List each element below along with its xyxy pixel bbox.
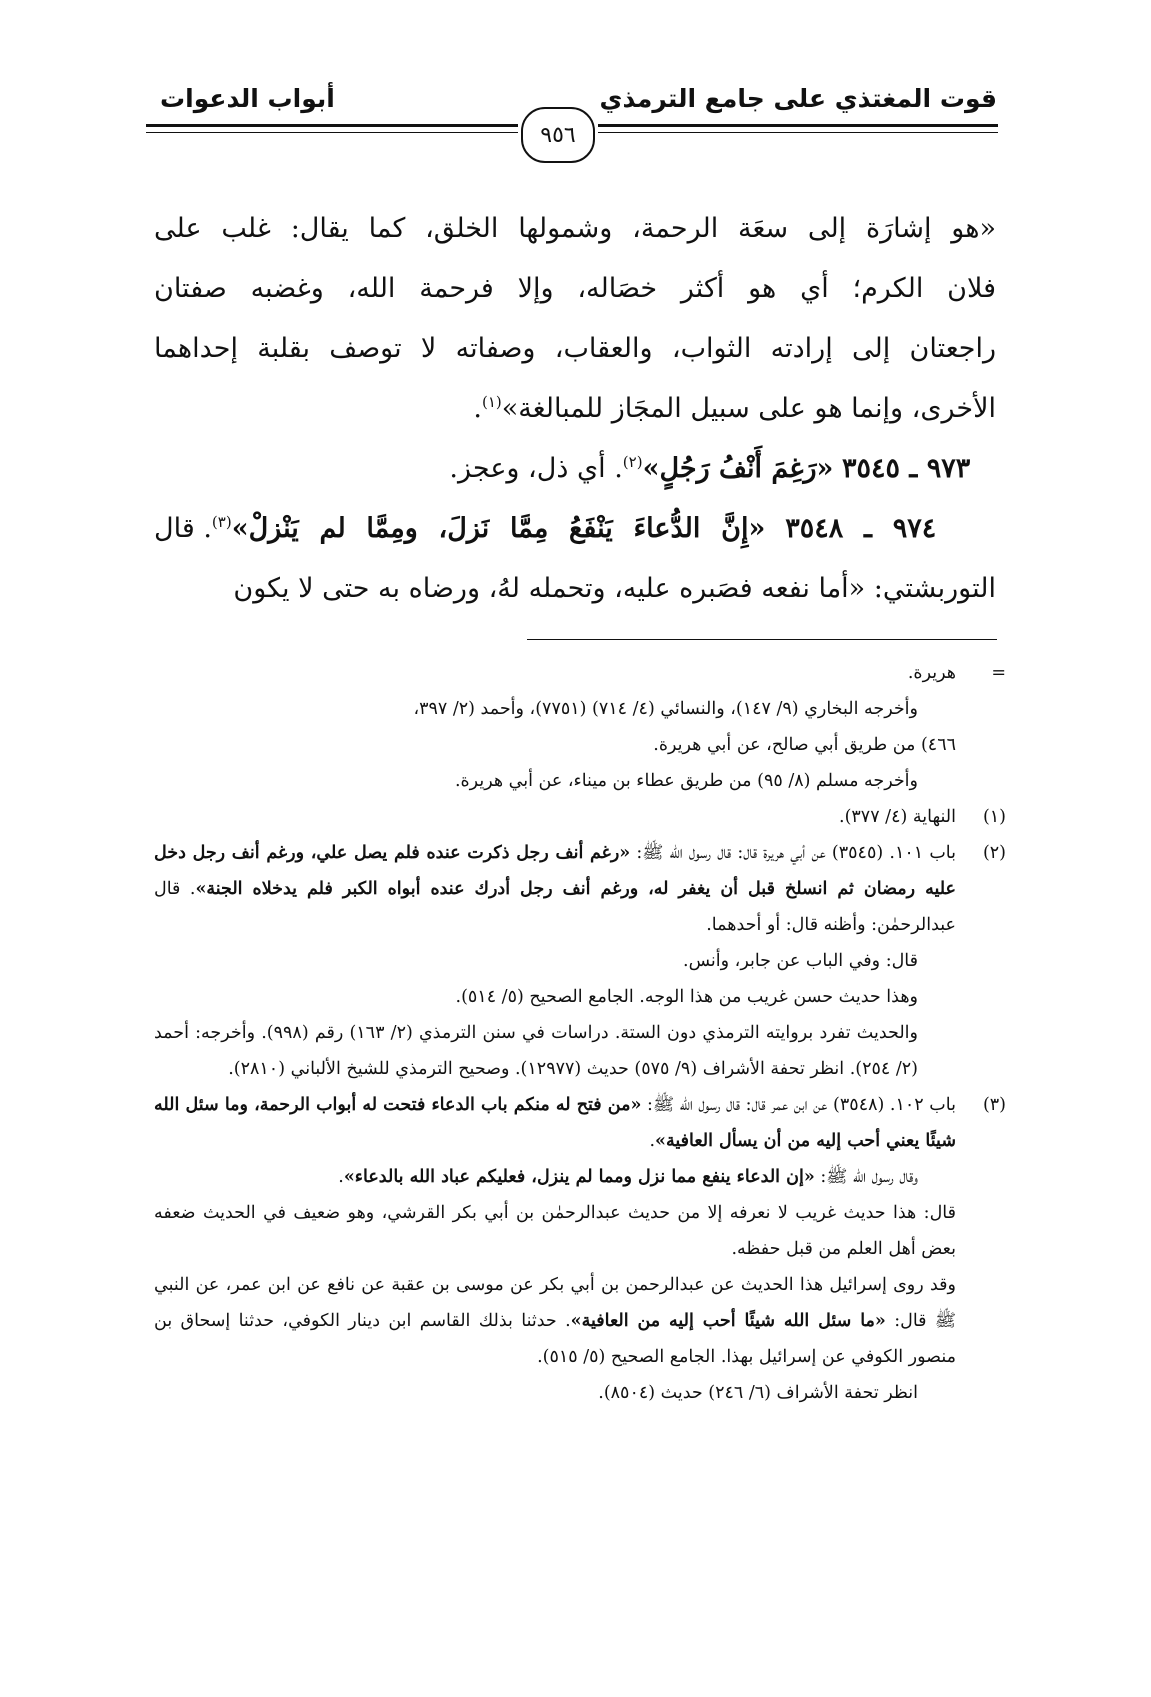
hadith-quote: «إن الدعاء ينفع مما نزل ومما لم ينزل، فعليكم عباد الله بالدعاء» bbox=[343, 1167, 815, 1187]
section-title: أبواب الدعوات bbox=[160, 84, 335, 113]
footnote-ref-1[interactable]: (١) bbox=[481, 393, 502, 411]
footnote-ref-2[interactable]: (٢) bbox=[622, 453, 643, 471]
body-line: راجعتان إلى إرادته الثواب، والعقاب، وصفاته لا توصف بقلبة إحداهما bbox=[154, 333, 996, 364]
header-rule-right-thick bbox=[598, 124, 998, 127]
hadith-quote: «ما سئل الله شيئًا أحب إليه من العافية» bbox=[570, 1311, 886, 1331]
book-title: قوت المغتذي على جامع الترمذي bbox=[599, 84, 997, 113]
hadith-text: «رَغِمَ أَنْفُ رَجُلٍ» bbox=[642, 453, 834, 484]
hadith-text: «إِنَّ الدُّعاءَ يَنْفَعُ مِمَّا نَزلَ، ومِمَّا لم يَنْزلْ» bbox=[231, 513, 766, 544]
entry-number: ٩٧٣ ـ ٣٥٤٥ bbox=[842, 453, 971, 484]
header-rule-left-thin bbox=[146, 132, 518, 133]
footnote-ref-3[interactable]: (٣) bbox=[211, 513, 232, 531]
footnote-3: (٣) باب ١٠٢. (٣٥٤٨) عن ابن عمر قال: قال رسول الله ﷺ: «من فتح له منكم باب الدعاء فتحت له أبواب الرحمة، وما سئل الله شيئًا يعني أحب إليه من أن يسأل العافية». وقال رسول الله ﷺ: «إن الدعاء ينفع مما نزل ومما لم ينزل، فعليكم عباد الله بالدعاء». قال: هذا حديث غريب لا نعرفه إلا من حديث عبدالرحمٰن بن أبي بكر القرشي، وهو ضعيف في الحديث ضعفه بعض أهل العلم من قبل حفظه. وقد روى إسرائيل هذا الحديث عن عبدالرحمن بن أبي بكر عن موسى بن عقبة عن نافع عن ابن عمر، عن النبي ﷺ قال: «ما سئل الله شيئًا أحب إليه من العافية». حدثنا بذلك القاسم ابن دينار الكوفي، حدثنا إسحاق بن منصور الكوفي عن إسرائيل بهذا. الجامع الصحيح (٥/ ٥١٥). انظر تحفة الأشراف (٦/ ٢٤٦) حديث (٨٥٠٤). bbox=[154, 1087, 1014, 1411]
hadith-entry-973: ٩٧٣ ـ ٣٥٤٥ «رَغِمَ أَنْفُ رَجُلٍ»$^{(٢)}$. أي ذل، وعجز. bbox=[449, 453, 971, 484]
footnote-2: (٢) باب ١٠١. (٣٥٤٥) عن أبي هريرة قال: قال رسول الله ﷺ: «رغم أنف رجل ذكرت عنده فلم يصل علي، ورغم أنف رجل دخل عليه رمضان ثم انسلخ قبل أن يغفر له، ورغم أنف رجل أدرك عنده أبواه الكبر فلم يدخلاه الجنة». قال عبدالرحمٰن: وأظنه قال: أو أحدهما. قال: وفي الباب عن جابر، وأنس. وهذا حديث حسن غريب من هذا الوجه. الجامع الصحيح (٥/ ٥١٤). والحديث تفرد بروايته الترمذي دون الستة. دراسات في سنن الترمذي (٢/ ١٦٣) رقم (٩٩٨). وأخرجه: أحمد (٢/ ٢٥٤). انظر تحفة الأشراف (٩/ ٥٧٥) حديث (١٢٩٧٧). وصحيح الترمذي للشيخ الألباني (٢٨١٠). bbox=[154, 835, 1014, 1087]
footnote-1: (١) النهاية (٤/ ٣٧٧). bbox=[154, 799, 1014, 835]
body-line: فلان الكرم؛ أي هو أكثر خصَاله، وإلا فرحمة الله، وغضبه صفتان bbox=[154, 273, 996, 304]
footnote-separator bbox=[527, 639, 997, 640]
hadith-entry-974: ٩٧٤ ـ ٣٥٤٨ «إِنَّ الدُّعاءَ يَنْفَعُ مِمَّا نَزلَ، ومِمَّا لم يَنْزلْ»$^{(٣)}$. قال bbox=[154, 513, 937, 544]
footnote-number: (٢) bbox=[982, 843, 1006, 863]
footnote-continuation: = هريرة. وأخرجه البخاري (٩/ ١٤٧)، والنسائي (٤/ ٧١٤) (٧٧٥١)، وأحمد (٢/ ٣٩٧، ٤٦٦) من طريق أبي صالح، عن أبي هريرة. وأخرجه مسلم (٨/ ٩٥) من طريق عطاء بن ميناء، عن أبي هريرة. bbox=[154, 655, 1014, 799]
body-line: التوربشتي: «أما نفعه فصَبره عليه، وتحمله لهُ، ورضاه به حتى لا يكون bbox=[233, 573, 996, 604]
footnote-number: (٣) bbox=[982, 1095, 1006, 1115]
page-number: ٩٥٦ bbox=[521, 107, 595, 163]
footnote-number: (١) bbox=[982, 807, 1006, 827]
body-line: «هو إشارَة إلى سعَة الرحمة، وشمولها الخلق، كما يقال: غلب على bbox=[154, 213, 996, 244]
body-line: الأخرى، وإنما هو على سبيل المجَاز للمبالغة»$^{(١)}$. bbox=[473, 393, 996, 424]
footnotes bbox=[154, 655, 1014, 1411]
continuation-mark: = bbox=[991, 663, 1006, 683]
hadith-quote: «من فتح له منكم باب الدعاء فتحت له أبواب الرحمة، وما سئل الله شيئًا يعني أحب إليه من أن يسأل العافية» bbox=[154, 1095, 956, 1151]
hadith-quote: «رغم أنف رجل ذكرت عنده فلم يصل علي، ورغم أنف رجل دخل عليه رمضان ثم انسلخ قبل أن يغفر له، ورغم أنف رجل أدرك عنده أبواه الكبر فلم يدخلاه الجنة» bbox=[154, 843, 956, 899]
entry-number: ٩٧٤ ـ ٣٥٤٨ bbox=[785, 513, 937, 544]
main-text bbox=[154, 199, 996, 619]
header-rule-left-thick bbox=[146, 124, 518, 127]
header-rule-right-thin bbox=[598, 132, 998, 133]
